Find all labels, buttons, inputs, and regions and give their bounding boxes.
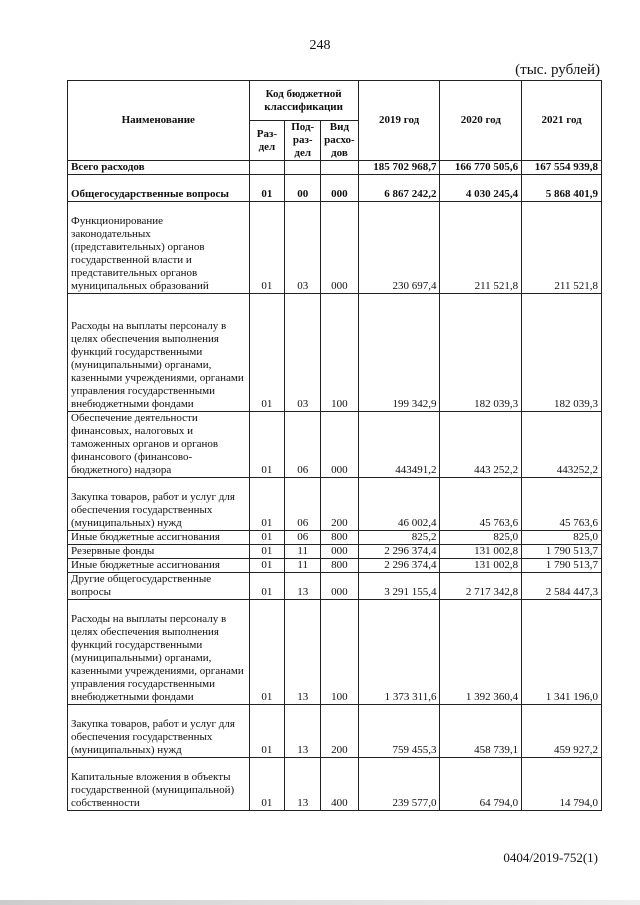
row-2021: 167 554 939,8: [522, 161, 602, 175]
row-podrazdel: 13: [285, 705, 321, 758]
header-code-group: Код бюджетной классификации: [249, 81, 358, 121]
row-vid: 000: [321, 412, 359, 478]
row-2021: 211 521,8: [522, 202, 602, 294]
row-vid: 000: [321, 175, 359, 202]
row-name: Иные бюджетные ассигнования: [68, 531, 250, 545]
header-name: Наименование: [68, 81, 250, 161]
row-2020: 2 717 342,8: [440, 573, 522, 600]
table-row: [68, 573, 602, 600]
row-name: Резервные фонды: [68, 545, 250, 559]
row-2021: 45 763,6: [522, 478, 602, 531]
budget-table: [67, 80, 602, 811]
row-name: Другие общегосударственные вопросы: [68, 573, 250, 600]
row-vid: 200: [321, 705, 359, 758]
row-razdel: 01: [249, 573, 285, 600]
row-vid: 000: [321, 573, 359, 600]
row-vid: 800: [321, 559, 359, 573]
row-razdel: 01: [249, 175, 285, 202]
row-razdel: 01: [249, 412, 285, 478]
row-vid: 100: [321, 600, 359, 705]
row-2020: 131 002,8: [440, 559, 522, 573]
table-row: [68, 545, 602, 559]
row-2021: 1 341 196,0: [522, 600, 602, 705]
row-razdel: 01: [249, 294, 285, 412]
row-razdel: 01: [249, 202, 285, 294]
row-razdel: 01: [249, 600, 285, 705]
row-2020: 1 392 360,4: [440, 600, 522, 705]
row-name: Капитальные вложения в объекты государственной (муниципальной) собственности: [68, 758, 250, 811]
row-2019: 825,2: [358, 531, 440, 545]
row-2020: 131 002,8: [440, 545, 522, 559]
row-podrazdel: 13: [285, 573, 321, 600]
table-row: [68, 600, 602, 705]
row-2019: 46 002,4: [358, 478, 440, 531]
row-razdel: [249, 161, 285, 175]
row-2019: 239 577,0: [358, 758, 440, 811]
table-row: [68, 705, 602, 758]
row-2020: 211 521,8: [440, 202, 522, 294]
row-vid: 100: [321, 294, 359, 412]
row-vid: 800: [321, 531, 359, 545]
row-2019: 2 296 374,4: [358, 545, 440, 559]
document-code: 0404/2019-752(1): [503, 850, 598, 865]
row-2019: 1 373 311,6: [358, 600, 440, 705]
row-vid: 000: [321, 545, 359, 559]
row-2020: 64 794,0: [440, 758, 522, 811]
row-2020: 45 763,6: [440, 478, 522, 531]
row-2021: 459 927,2: [522, 705, 602, 758]
row-podrazdel: [285, 161, 321, 175]
row-vid: 000: [321, 202, 359, 294]
row-podrazdel: 06: [285, 478, 321, 531]
header-2020: 2020 год: [440, 81, 522, 161]
row-razdel: 01: [249, 705, 285, 758]
row-name: Обеспечение деятельности финансовых, налоговых и таможенных органов и органов финансового (финансово-бюджетного) надзора: [68, 412, 250, 478]
row-razdel: 01: [249, 559, 285, 573]
table-row: [68, 202, 602, 294]
row-2020: 182 039,3: [440, 294, 522, 412]
page-number: 248: [309, 38, 331, 53]
header-podrazdel: Под- раз- дел: [285, 121, 321, 161]
row-name: Иные бюджетные ассигнования: [68, 559, 250, 573]
row-podrazdel: 06: [285, 412, 321, 478]
row-2021: 2 584 447,3: [522, 573, 602, 600]
row-2019: 230 697,4: [358, 202, 440, 294]
row-razdel: 01: [249, 758, 285, 811]
units-label: (тыс. рублей): [515, 62, 600, 78]
row-2020: 458 739,1: [440, 705, 522, 758]
row-razdel: 01: [249, 478, 285, 531]
row-2021: 1 790 513,7: [522, 545, 602, 559]
table-row: [68, 412, 602, 478]
row-podrazdel: 03: [285, 202, 321, 294]
row-2019: 759 455,3: [358, 705, 440, 758]
table-row: [68, 161, 602, 175]
row-2019: 185 702 968,7: [358, 161, 440, 175]
row-podrazdel: 11: [285, 559, 321, 573]
row-podrazdel: 11: [285, 545, 321, 559]
row-vid: 400: [321, 758, 359, 811]
row-razdel: 01: [249, 531, 285, 545]
row-2021: 443252,2: [522, 412, 602, 478]
row-podrazdel: 13: [285, 600, 321, 705]
header-razdel: Раз- дел: [249, 121, 285, 161]
header-2019: 2019 год: [358, 81, 440, 161]
row-2021: 5 868 401,9: [522, 175, 602, 202]
row-name: Закупка товаров, работ и услуг для обеспечения государственных (муниципальных) нужд: [68, 478, 250, 531]
row-2020: 443 252,2: [440, 412, 522, 478]
table-row: [68, 294, 602, 412]
row-2019: 199 342,9: [358, 294, 440, 412]
row-name: Расходы на выплаты персоналу в целях обеспечения выполнения функций государственными (муниципальными) органами, казенными учреждениями, органами управления государственными внебюджетными фондами: [68, 294, 250, 412]
row-2019: 2 296 374,4: [358, 559, 440, 573]
page-edge: [0, 900, 640, 905]
row-podrazdel: 00: [285, 175, 321, 202]
row-2020: 4 030 245,4: [440, 175, 522, 202]
row-name: Функционирование законодательных (представительных) органов государственной власти и представительных органов муниципальных образований: [68, 202, 250, 294]
header-2021: 2021 год: [522, 81, 602, 161]
table-row: [68, 531, 602, 545]
row-2019: 3 291 155,4: [358, 573, 440, 600]
row-2019: 443491,2: [358, 412, 440, 478]
table-row: [68, 478, 602, 531]
row-razdel: 01: [249, 545, 285, 559]
table-row: [68, 175, 602, 202]
row-2020: 825,0: [440, 531, 522, 545]
row-2021: 825,0: [522, 531, 602, 545]
row-podrazdel: 06: [285, 531, 321, 545]
row-2019: 6 867 242,2: [358, 175, 440, 202]
row-vid: [321, 161, 359, 175]
table-row: [68, 758, 602, 811]
header-vid: Вид расхо- дов: [321, 121, 359, 161]
row-name: Всего расходов: [68, 161, 250, 175]
row-name: Общегосударственные вопросы: [68, 175, 250, 202]
row-podrazdel: 13: [285, 758, 321, 811]
table-row: [68, 559, 602, 573]
row-2021: 1 790 513,7: [522, 559, 602, 573]
row-2021: 182 039,3: [522, 294, 602, 412]
row-name: Расходы на выплаты персоналу в целях обеспечения выполнения функций государственными (муниципальными) органами, казенными учреждениями, органами управления государственными внебюджетными фондами: [68, 600, 250, 705]
row-name: Закупка товаров, работ и услуг для обеспечения государственных (муниципальных) нужд: [68, 705, 250, 758]
row-vid: 200: [321, 478, 359, 531]
row-2020: 166 770 505,6: [440, 161, 522, 175]
row-2021: 14 794,0: [522, 758, 602, 811]
row-podrazdel: 03: [285, 294, 321, 412]
